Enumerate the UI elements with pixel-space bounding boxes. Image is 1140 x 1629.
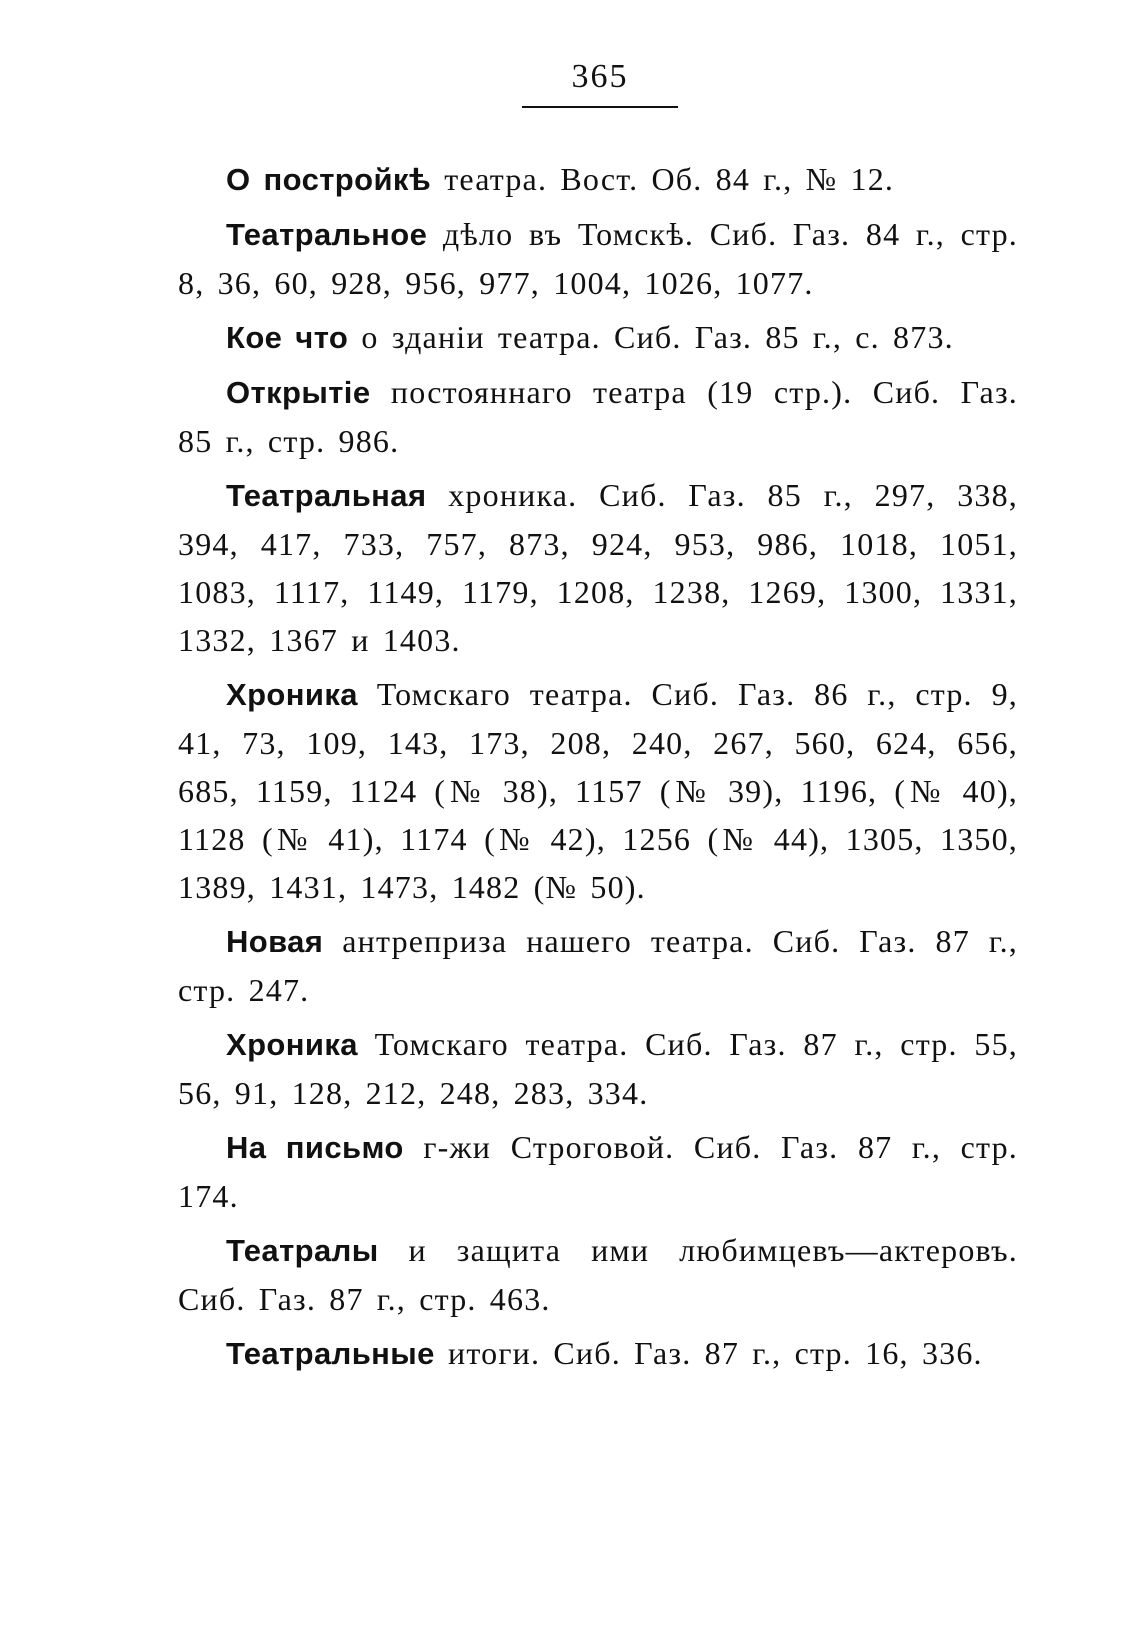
entry-citation: антреприза нашего театра. Сиб. Газ. 87 г., стр. 247. <box>178 923 1018 1008</box>
bibliography-entry <box>178 155 1018 204</box>
entry-citation: постояннаго театра (19 стр.). Сиб. Газ. 85 г., стр. 986. <box>178 374 1018 459</box>
entry-heading: Театралы <box>226 1233 379 1268</box>
bibliography-list <box>178 155 1018 1384</box>
entry-citation: дѣло въ Томскѣ. Сиб. Газ. 84 г., стр. 8, 36, 60, 928, 956, 977, 1004, 1026, 1077. <box>178 216 1018 301</box>
entry-heading: Кое что <box>226 320 349 355</box>
page-number-rule <box>522 106 678 108</box>
entry-heading: О постройкѣ <box>226 162 432 197</box>
bibliography-entry <box>178 210 1018 307</box>
entry-heading: Открытіе <box>226 375 371 410</box>
bibliography-entry <box>178 670 1018 911</box>
bibliography-entry <box>178 313 1018 362</box>
bibliography-entry <box>178 1123 1018 1220</box>
bibliography-entry <box>178 917 1018 1014</box>
entry-citation: хроника. Сиб. Газ. 85 г., 297, 338, 394, 417, 733, 757, 873, 924, 953, 986, 1018, 1051, 1083, 1117, 1149, 1179, 1208, 1238, 1269, 1300, 1331, 1332, 1367 и 1403. <box>178 477 1018 658</box>
entry-citation: и защита ими любимцевъ—актеровъ. Сиб. Газ. 87 г., стр. 463. <box>178 1232 1018 1317</box>
entry-heading: Театральные <box>226 1336 435 1371</box>
bibliography-entry <box>178 368 1018 465</box>
entry-citation: о зданіи театра. Сиб. Газ. 85 г., с. 873. <box>348 319 954 355</box>
entry-citation: г-жи Строговой. Сиб. Газ. 87 г., стр. 174. <box>178 1129 1018 1214</box>
entry-citation: Томскаго театра. Сиб. Газ. 87 г., стр. 55, 56, 91, 128, 212, 248, 283, 334. <box>178 1026 1018 1111</box>
entry-heading: Театральная <box>226 478 427 513</box>
bibliography-entry <box>178 1226 1018 1323</box>
bibliography-entry <box>178 1020 1018 1117</box>
entry-citation: театра. Вост. Об. 84 г., № 12. <box>431 161 895 197</box>
entry-heading: Хроника <box>226 677 358 712</box>
entry-heading: Новая <box>226 924 324 959</box>
entry-heading: Хроника <box>226 1027 358 1062</box>
entry-heading: Театральное <box>226 217 428 252</box>
entry-heading: На письмо <box>226 1130 404 1165</box>
entry-citation: Томскаго театра. Сиб. Газ. 86 г., стр. 9, 41, 73, 109, 143, 173, 208, 240, 267, 560, 624, 656, 685, 1159, 1124 (№ 38), 1157 (№ 39), 1196, (№ 40), 1128 (№ 41), 1174 (№ 42), 1256 (№ 44), 1305, 1350, 1389, 1431, 1473, 1482 (№ 50). <box>178 676 1018 905</box>
entry-citation: итоги. Сиб. Газ. 87 г., стр. 16, 336. <box>434 1335 983 1371</box>
bibliography-entry <box>178 1329 1018 1378</box>
bibliography-entry <box>178 471 1018 664</box>
page-number: 365 <box>571 58 629 95</box>
